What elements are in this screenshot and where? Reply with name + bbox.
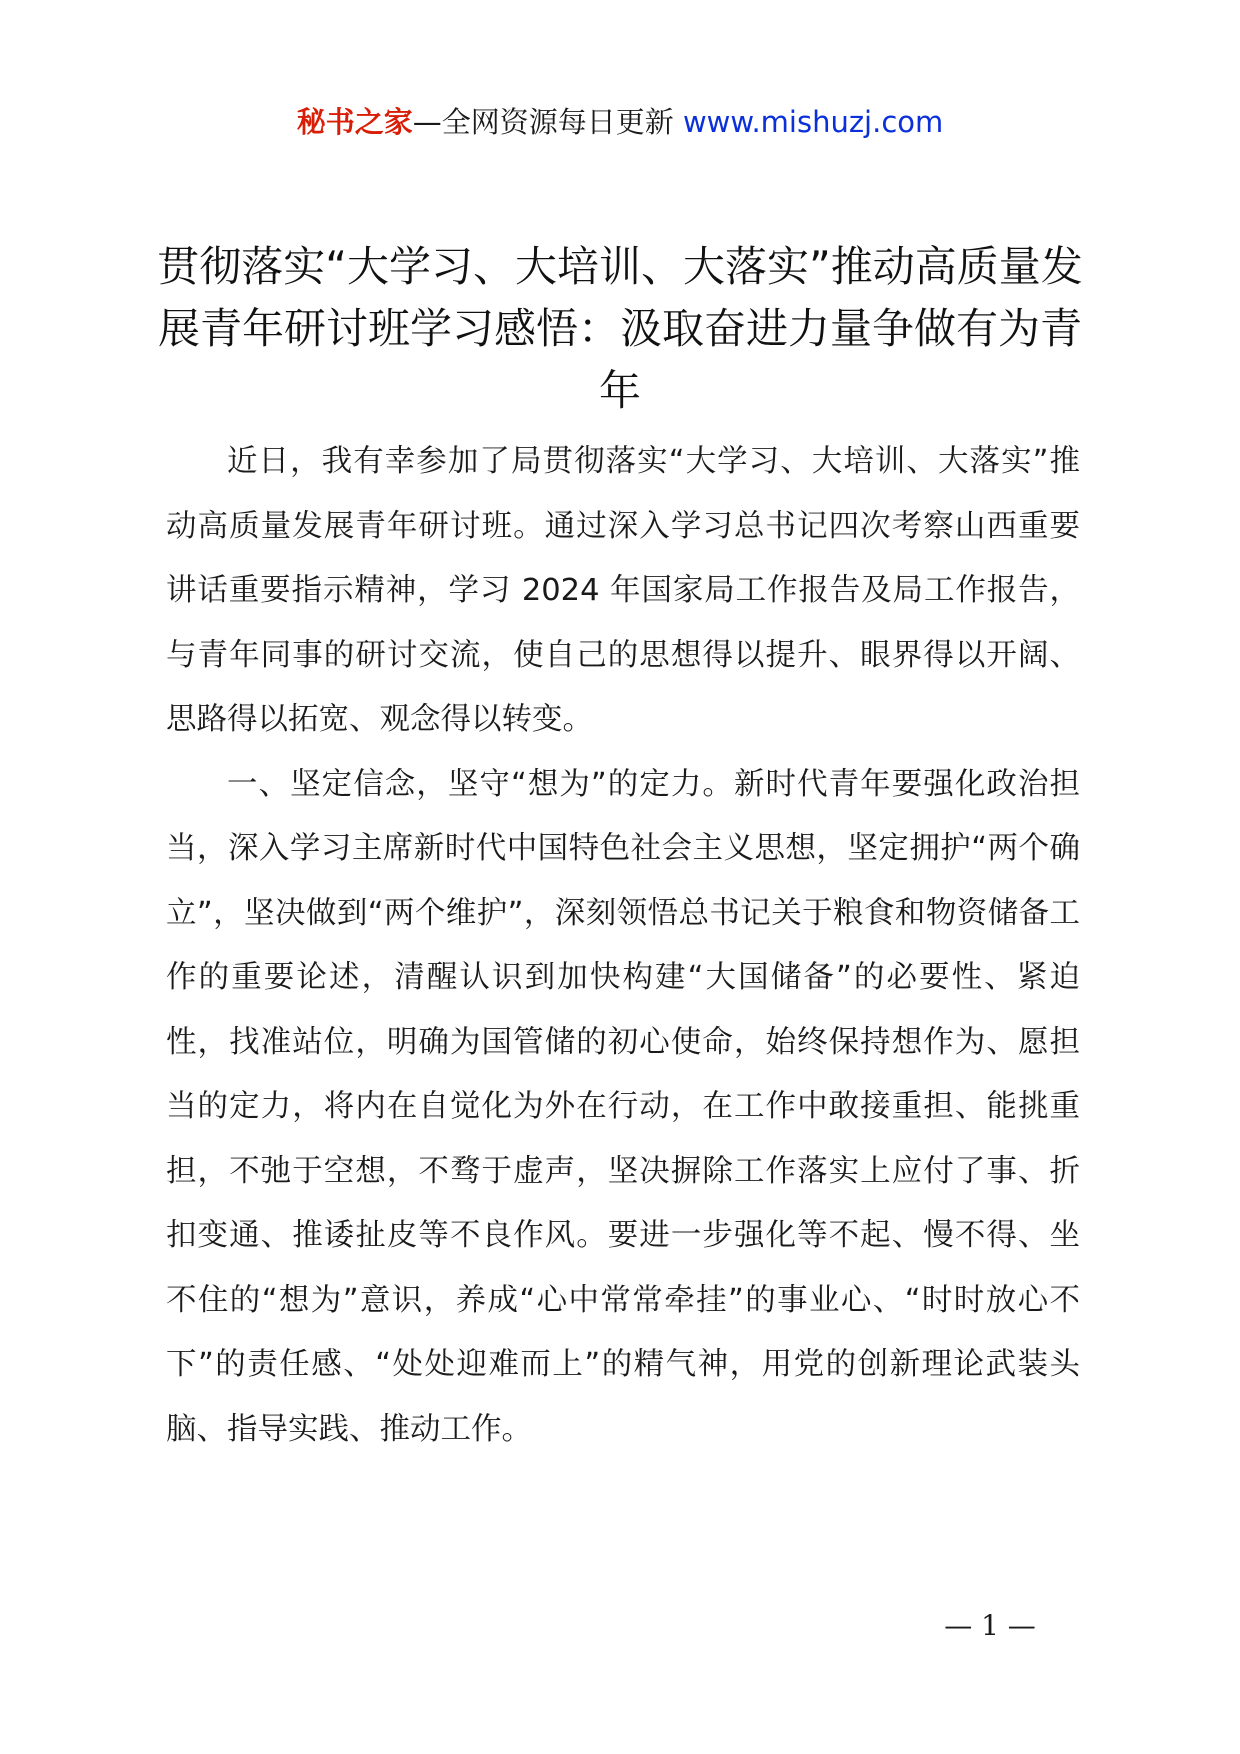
- brand-name: 秘书之家: [296, 105, 413, 139]
- site-header: [0, 100, 1240, 144]
- site-url-link[interactable]: www.mishuzj.com: [682, 105, 944, 139]
- document-title: 贯彻落实“大学习、大培训、大落实”推动高质量发展青年研讨班学习感悟：汲取奋进力量争做有为青年: [157, 242, 1083, 415]
- paragraph-intro: 近日，我有幸参加了局贯彻落实“大学习、大培训、大落实”推动高质量发展青年研讨班。通过深入学习总书记四次考察山西重要讲话重要指示精神，学习 2024 年国家局工作报告及局工作报告，与青年同事的研讨交流，使自己的思想得以提升、眼界得以开阔、思路得以拓宽、观念得以转变。: [166, 444, 1080, 737]
- page-number: — 1 —: [944, 1609, 1036, 1642]
- document-body: [166, 430, 1080, 1462]
- paragraph-section-one: 一、坚定信念，坚守“想为”的定力。新时代青年要强化政治担当，深入学习主席新时代中国特色社会主义思想，坚定拥护“两个确立”，坚决做到“两个维护”，深刻领悟总书记关于粮食和物资储备工作的重要论述，清醒认识到加快构建“大国储备”的必要性、紧迫性，找准站位，明确为国管储的初心使命，始终保持想作为、愿担当的定力，将内在自觉化为外在行动，在工作中敢接重担、能挑重担，不弛于空想，不骛于虚声，坚决摒除工作落实上应付了事、折扣变通、推诿扯皮等不良作风。要进一步强化等不起、慢不得、坐不住的“想为”意识，养成“心中常常牵挂”的事业心、“时时放心不下”的责任感、“处处迎难而上”的精气神，用党的创新理论武装头脑、指导实践、推动工作。: [166, 766, 1080, 1447]
- header-tagline: —全网资源每日更新: [412, 105, 674, 139]
